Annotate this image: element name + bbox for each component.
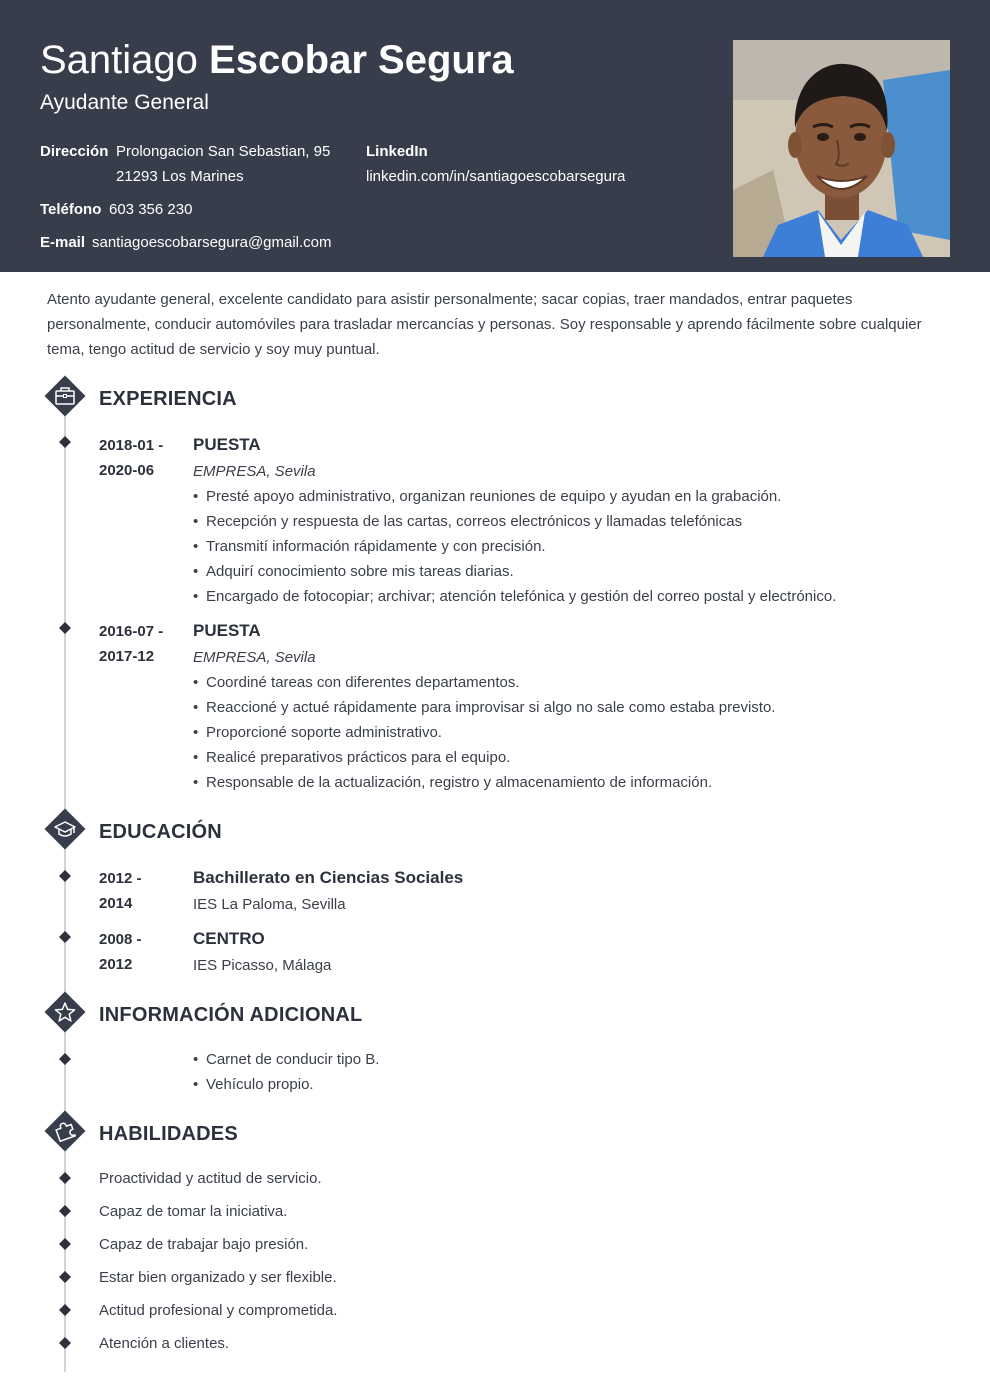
job-bullets bbox=[193, 670, 775, 795]
job-date-start: 2016-07 - bbox=[99, 623, 164, 640]
job-date-end: 2020-06 bbox=[99, 462, 155, 479]
job-role: Ayudante General bbox=[40, 91, 209, 114]
education-date-start: 2008 - bbox=[99, 931, 142, 948]
education-place: IES Picasso, Málaga bbox=[193, 957, 332, 974]
timeline-dot bbox=[59, 436, 71, 448]
list-item: • Proporcioné soporte administrativo. bbox=[193, 720, 775, 745]
timeline-dot bbox=[59, 1271, 71, 1283]
timeline-dot bbox=[59, 870, 71, 882]
education-date bbox=[99, 927, 142, 977]
list-item: • Coordiné tareas con diferentes departamentos. bbox=[193, 670, 775, 695]
profile-summary: Atento ayudante general, excelente candidato para asistir personalmente; sacar copias, traer mandados, entrar paquetes personalmente, conducir automóviles para trasladar mercancías y personas. Soy responsable y aprendo fácilmente sobre cualquier tema, tengo actitud de servicio y soy muy puntual. bbox=[47, 291, 922, 358]
address-line2: 21293 Los Marines bbox=[116, 168, 244, 185]
education-date bbox=[99, 866, 142, 916]
job-date bbox=[99, 433, 163, 483]
profile-photo-illustration bbox=[733, 40, 950, 257]
list-item: • Vehículo propio. bbox=[193, 1072, 379, 1097]
job-date-end: 2017-12 bbox=[99, 648, 155, 665]
list-item: • Carnet de conducir tipo B. bbox=[193, 1047, 379, 1072]
email-value[interactable]: santiagoescobarsegura@gmail.com bbox=[92, 234, 332, 251]
job-date-start: 2018-01 - bbox=[99, 437, 164, 454]
timeline-dot bbox=[59, 622, 71, 634]
experience-title: EXPERIENCIA bbox=[99, 388, 237, 410]
education-degree: Bachillerato en Ciencias Sociales bbox=[193, 868, 464, 887]
job-title: PUESTA bbox=[193, 435, 261, 454]
resume-header bbox=[0, 0, 990, 272]
additional-bullets bbox=[193, 1047, 379, 1097]
list-item: • Adquirí conocimiento sobre mis tareas diarias. bbox=[193, 559, 836, 584]
graduation-cap-icon bbox=[43, 807, 87, 851]
timeline-dot bbox=[59, 1053, 71, 1065]
skill-item: Atención a clientes. bbox=[99, 1335, 230, 1352]
education-date-end: 2014 bbox=[99, 895, 133, 912]
timeline-dot bbox=[59, 931, 71, 943]
skills-title: HABILIDADES bbox=[99, 1123, 238, 1145]
profile-photo bbox=[733, 40, 950, 257]
puzzle-icon bbox=[43, 1109, 87, 1153]
timeline-dot bbox=[59, 1238, 71, 1250]
education-title: EDUCACIÓN bbox=[99, 821, 222, 843]
list-item: • Realicé preparativos prácticos para el equipo. bbox=[193, 745, 775, 770]
timeline-dot bbox=[59, 1172, 71, 1184]
address-line1: Prolongacion San Sebastian, 95 bbox=[116, 143, 331, 160]
address-label: Dirección bbox=[40, 143, 109, 160]
last-name: Escobar Segura bbox=[209, 38, 514, 82]
skill-item: Actitud profesional y comprometida. bbox=[99, 1302, 338, 1319]
phone-value: 603 356 230 bbox=[109, 201, 193, 218]
job-bullets bbox=[193, 484, 836, 609]
first-name: Santiago bbox=[40, 38, 198, 82]
phone-label: Teléfono bbox=[40, 201, 102, 218]
list-item: • Recepción y respuesta de las cartas, correos electrónicos y llamadas telefónicas bbox=[193, 509, 836, 534]
star-icon bbox=[43, 990, 87, 1034]
additional-info-title: INFORMACIÓN ADICIONAL bbox=[99, 1004, 363, 1026]
list-item: • Transmití información rápidamente y con precisión. bbox=[193, 534, 836, 559]
education-date-start: 2012 - bbox=[99, 870, 142, 887]
timeline-dot bbox=[59, 1205, 71, 1217]
linkedin-value[interactable]: linkedin.com/in/santiagoescobarsegura bbox=[366, 168, 626, 185]
skill-item: Proactividad y actitud de servicio. bbox=[99, 1170, 322, 1187]
skill-item: Estar bien organizado y ser flexible. bbox=[99, 1269, 337, 1286]
job-company: EMPRESA, Sevila bbox=[193, 463, 316, 480]
list-item: • Presté apoyo administrativo, organizan reuniones de equipo y ayudan en la grabación. bbox=[193, 484, 836, 509]
email-label: E-mail bbox=[40, 234, 86, 251]
education-place: IES La Paloma, Sevilla bbox=[193, 896, 346, 913]
job-company: EMPRESA, Sevila bbox=[193, 649, 316, 666]
timeline-dot bbox=[59, 1304, 71, 1316]
skill-item: Capaz de trabajar bajo presión. bbox=[99, 1236, 309, 1253]
candidate-name bbox=[40, 38, 514, 83]
education-date-end: 2012 bbox=[99, 956, 133, 973]
list-item: • Encargado de fotocopiar; archivar; atención telefónica y gestión del correo postal y electrónico. bbox=[193, 584, 836, 609]
linkedin-label: LinkedIn bbox=[366, 143, 428, 160]
job-title: PUESTA bbox=[193, 621, 261, 640]
briefcase-icon bbox=[43, 374, 87, 418]
list-item: • Reaccioné y actué rápidamente para improvisar si algo no sale como estaba previsto. bbox=[193, 695, 775, 720]
skill-item: Capaz de tomar la iniciativa. bbox=[99, 1203, 288, 1220]
timeline-dot bbox=[59, 1337, 71, 1349]
timeline-line bbox=[64, 400, 66, 1372]
education-degree: CENTRO bbox=[193, 929, 265, 948]
job-date bbox=[99, 619, 163, 669]
list-item: • Responsable de la actualización, registro y almacenamiento de información. bbox=[193, 770, 775, 795]
